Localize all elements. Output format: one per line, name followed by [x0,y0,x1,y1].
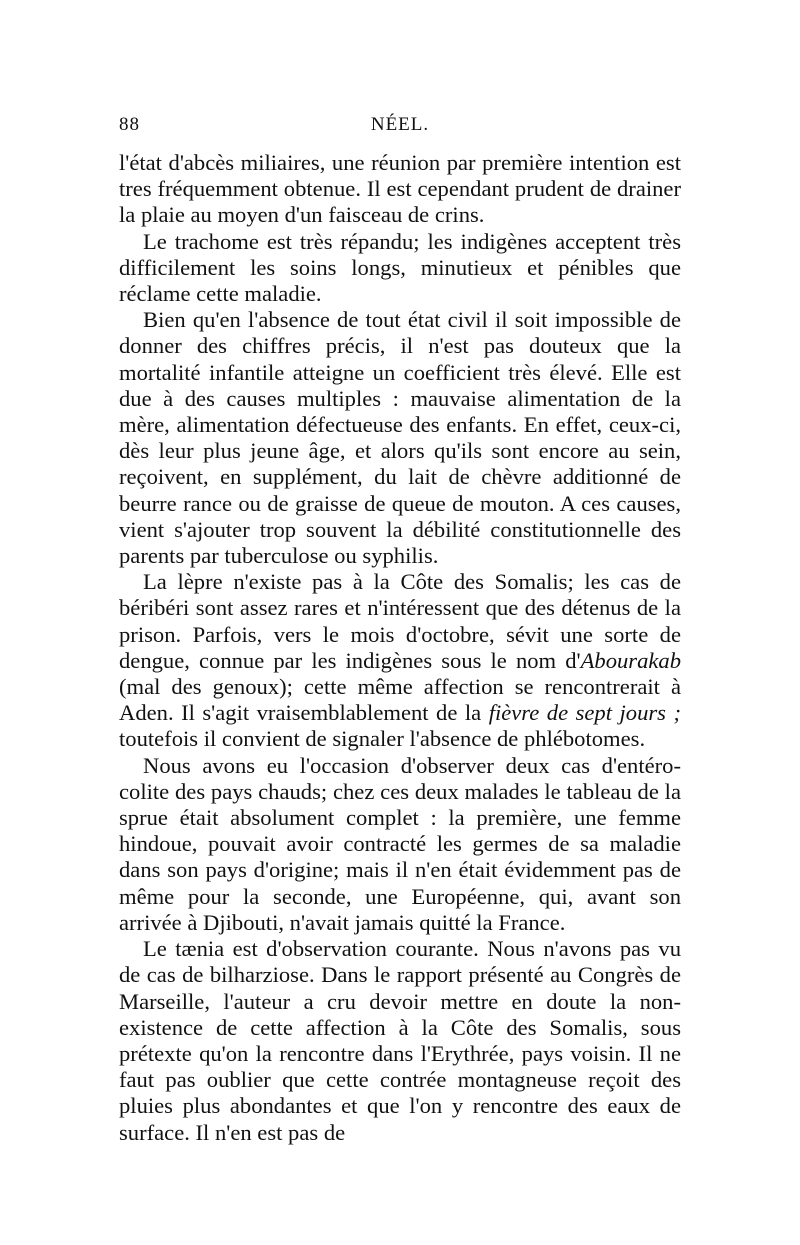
text-run: Nous avons eu l'occasion d'observer deux cas d'entéro-colite des pays chauds; chez ces deux malades le tableau de la sprue était absolument complet : la première, une femme hindoue, pouvait avoir contracté les germes de sa maladie dans son pays d'origine; mais il n'en était évidemment pas de même pour la seconde, une Européenne, qui, avant son arrivée à Djibouti, n'avait jamais quitté la France. [119,752,681,935]
text-run: (mal des genoux); cette même affection se rencontrerait à Aden. Il s'agit vraisemblablement de la [119,674,681,726]
text-run: l'état d'abcès miliaires, une réunion par première intention est tres fréquemment obtenue. Il est cependant prudent de drainer la plaie au moyen d'un faisceau de crins. [119,150,681,228]
text-run: Le tænia est d'observation courante. Nous n'avons pas vu de cas de bilharziose. Dans le rapport présenté au Congrès de Marseille, l'auteur a cru devoir mettre en doute la non-existence de cette affection à la Côte des Somalis, sous prétexte qu'on la rencontre dans l'Erythrée, pays voisin. Il ne faut pas oublier que cette contrée montagneuse reçoit des pluies plus abondantes et que l'on y rencontre des eaux de surface. Il n'en est pas de [119,936,681,1145]
text-run: Le trachome est très répandu; les indigènes acceptent très difficilement les soins longs, minutieux et pénibles que réclame cette maladie. [119,228,681,307]
italic-term: fièvre de sept jours ; [488,700,681,726]
paragraph [119,753,681,936]
text-run: Bien qu'en l'absence de tout état civil il soit impossible de donner des chiffres précis, il n'est pas douteux que la mortalité infantile atteigne un coefficient très élevé. Elle est due à des causes multiples : mauvaise alimentation de la mère, alimentation défectueuse des enfants. En effet, ceux-ci, dès leur plus jeune âge, et alors qu'ils sont encore au sein, reçoivent, en supplément, du lait de chèvre additionné de beurre rance ou de graisse de queue de mouton. A ces causes, vient s'ajouter trop souvent la débilité constitutionnelle des parents par tuberculose ou syphilis. [119,307,681,569]
italic-term: Abourakab [580,647,681,673]
page-number: 88 [119,114,140,135]
body-text [119,150,681,1146]
book-page [119,110,681,1146]
paragraph [119,229,681,308]
text-run: La lèpre n'existe pas à la Côte des Somalis; les cas de béribéri sont assez rares et n'intéressent que des détenus de la prison. Parfois, vers le mois d'octobre, sévit une sorte de dengue, connue par les indigènes sous le nom d' [119,569,681,673]
paragraph [119,569,681,752]
page-header [119,110,681,150]
paragraph [119,936,681,1146]
text-run: toutefois il convient de signaler l'absence de phlébotomes. [119,726,646,752]
running-head: NÉEL. [370,114,430,135]
paragraph [119,150,681,229]
paragraph [119,307,681,569]
